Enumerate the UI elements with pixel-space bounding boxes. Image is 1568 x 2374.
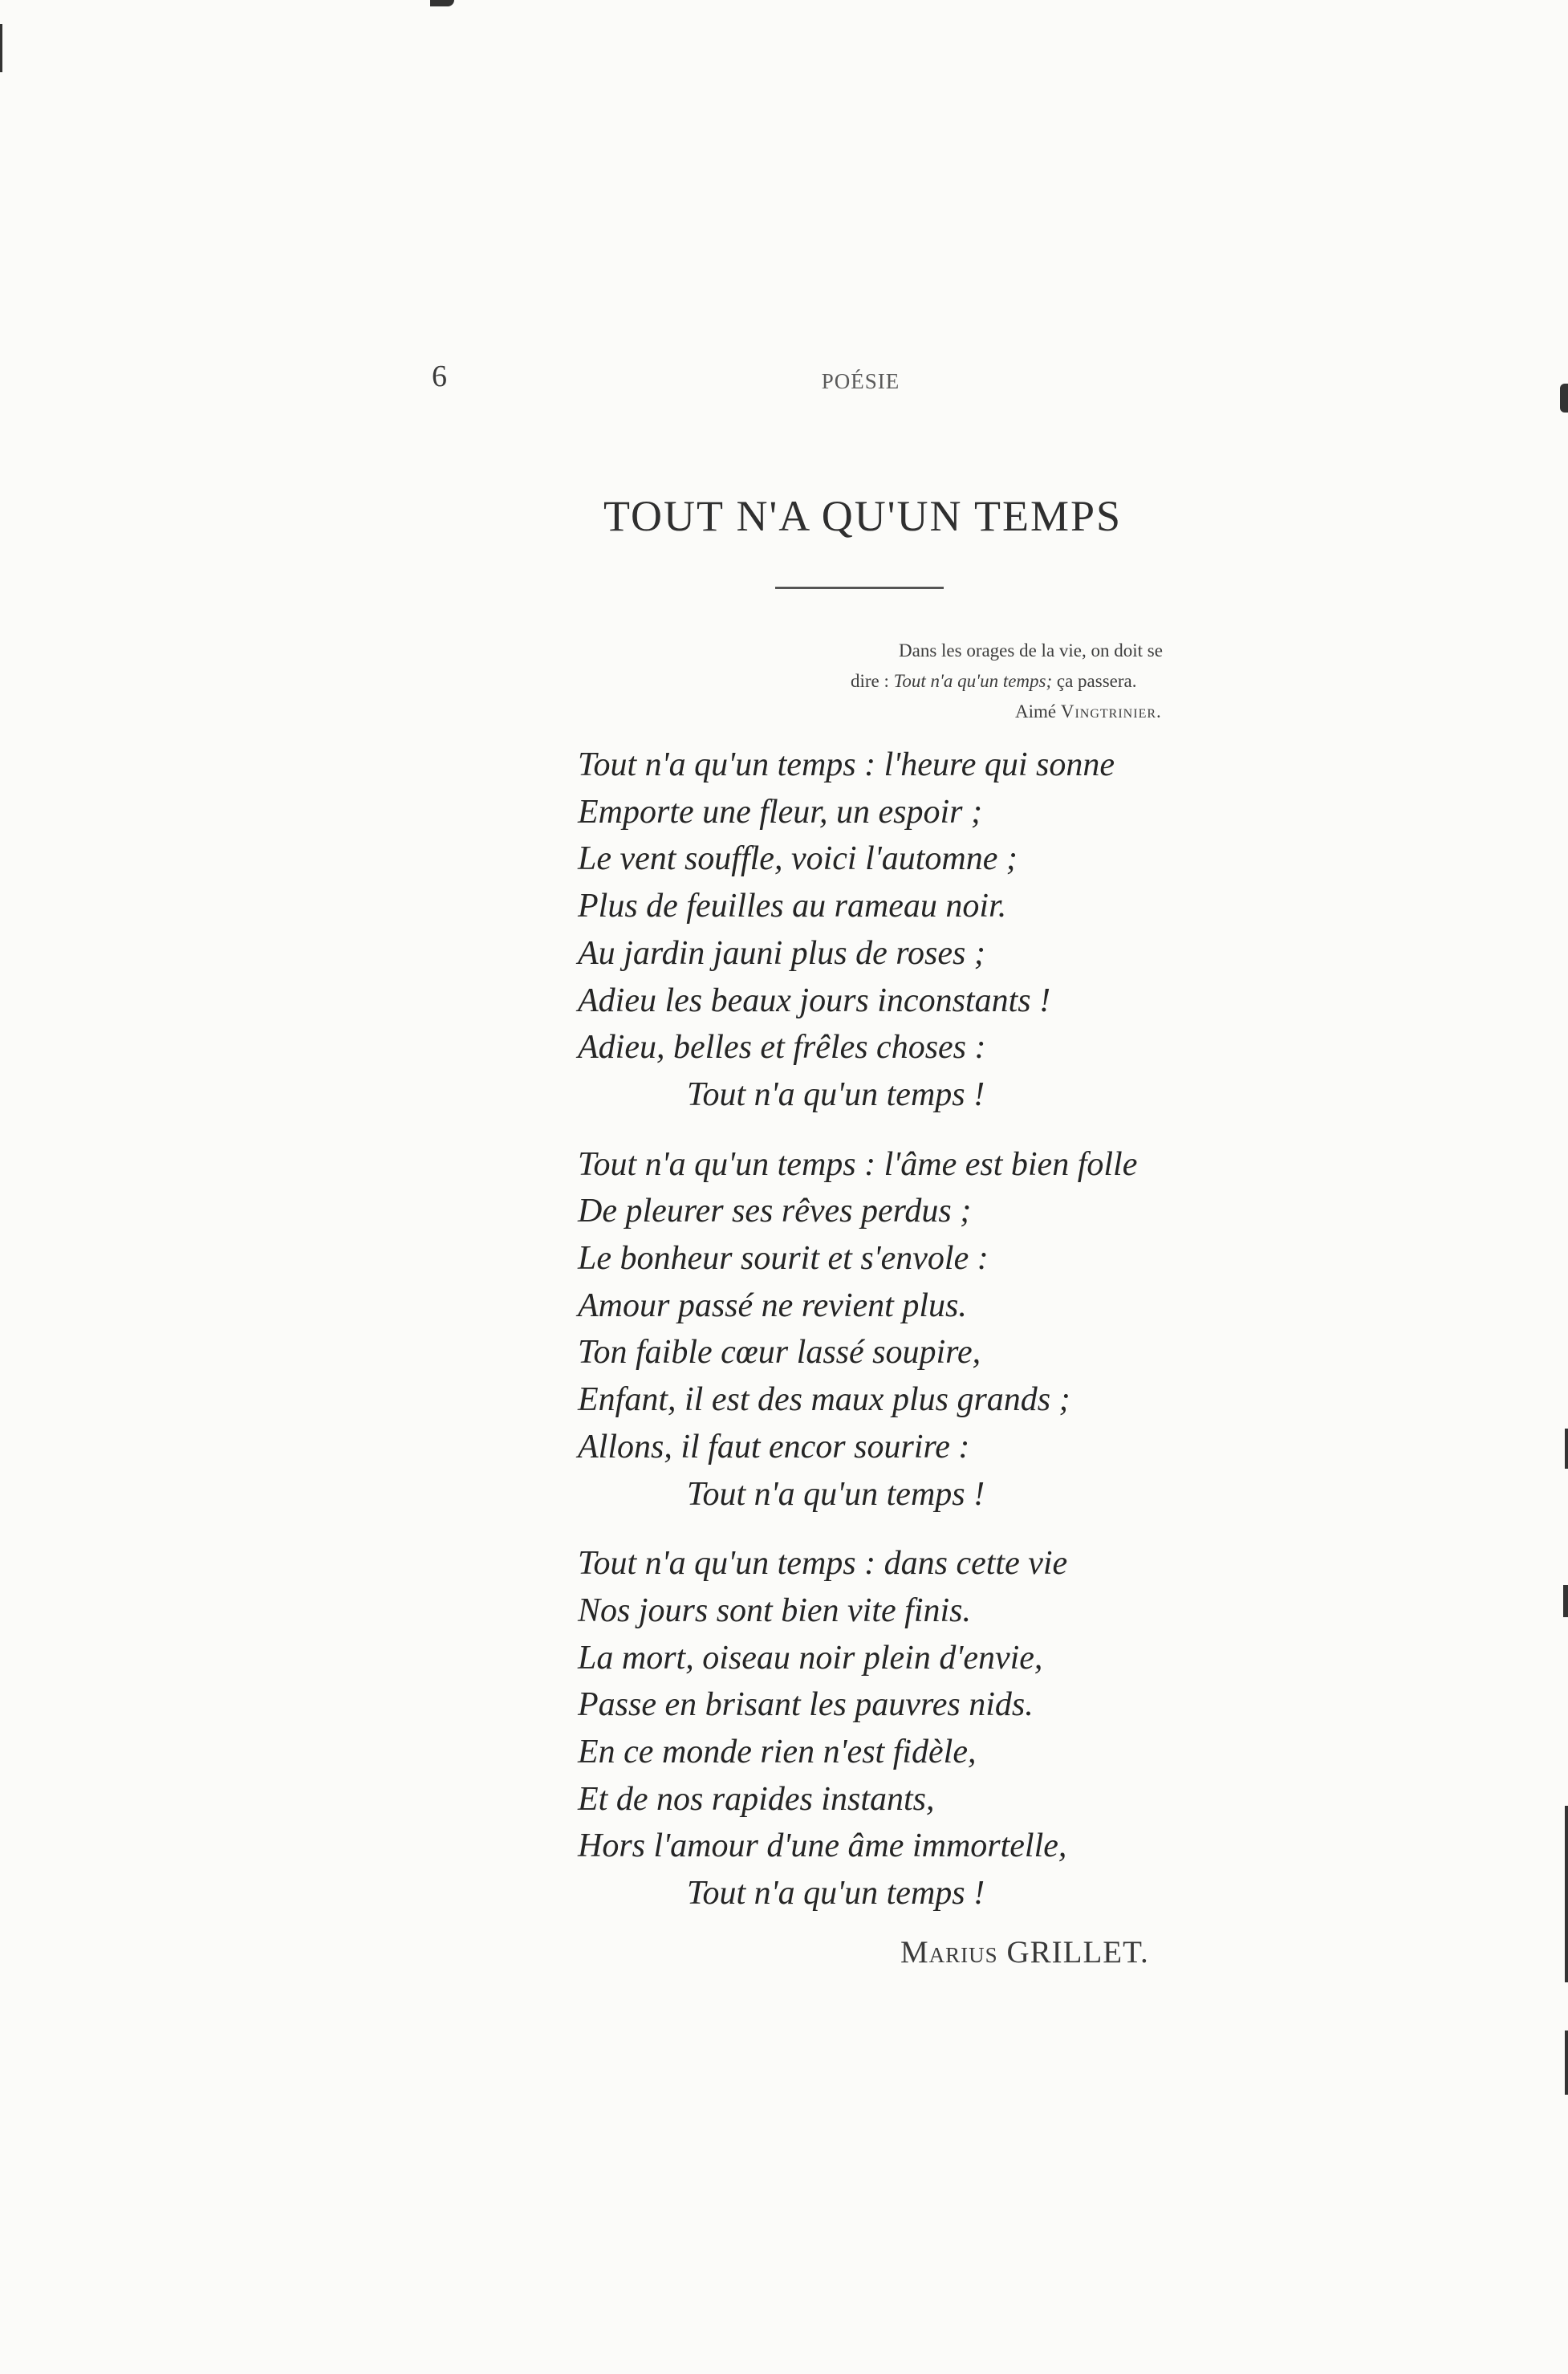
refrain-line: Tout n'a qu'un temps ! bbox=[687, 1475, 985, 1513]
scan-edge-mark bbox=[430, 0, 454, 6]
verse-line: Enfant, il est des maux plus grands ; bbox=[578, 1381, 1070, 1419]
verse-line: Le vent souffle, voici l'automne ; bbox=[578, 840, 1018, 878]
verse-line: Emporte une fleur, un espoir ; bbox=[578, 793, 982, 831]
scan-edge-mark bbox=[0, 24, 2, 72]
stanza-1 bbox=[578, 742, 1300, 1119]
stanza-2 bbox=[578, 1141, 1300, 1518]
verse-line: Tout n'a qu'un temps : dans cette vie bbox=[578, 1545, 1068, 1583]
verse-line: Tout n'a qu'un temps : l'âme est bien folle bbox=[578, 1145, 1138, 1183]
verse-line: Ton faible cœur lassé soupire, bbox=[578, 1334, 981, 1372]
epigraph-line: Dans les orages de la vie, on doit se bbox=[899, 640, 1163, 661]
scan-edge-mark bbox=[1563, 1585, 1568, 1617]
refrain-line: Tout n'a qu'un temps ! bbox=[687, 1075, 985, 1113]
epigraph-line bbox=[851, 666, 1276, 697]
verse-line: Passe en brisant les pauvres nids. bbox=[578, 1686, 1034, 1724]
verse-line: Adieu les beaux jours inconstants ! bbox=[578, 982, 1051, 1019]
verse-line: Et de nos rapides instants, bbox=[578, 1780, 935, 1818]
epigraph-quote: Tout n'a qu'un temps; bbox=[893, 671, 1053, 691]
epigraph-text: ça passera. bbox=[1052, 671, 1137, 691]
page-number: 6 bbox=[432, 360, 447, 393]
signature-first-name: Marius bbox=[900, 1935, 998, 1970]
verse-line: Le bonheur sourit et s'envole : bbox=[578, 1240, 989, 1278]
verse-line: En ce monde rien n'est fidèle, bbox=[578, 1734, 977, 1771]
refrain-line: Tout n'a qu'un temps ! bbox=[687, 1875, 985, 1913]
title-divider bbox=[775, 587, 944, 589]
scan-edge-mark bbox=[1565, 1429, 1568, 1469]
epigraph-author bbox=[851, 697, 1276, 727]
running-head: POÉSIE bbox=[821, 369, 900, 393]
epigraph-author-last: Vingtrinier. bbox=[1060, 701, 1162, 722]
verse-line: Nos jours sont bien vite finis. bbox=[578, 1591, 972, 1629]
verse-line: La mort, oiseau noir plein d'envie, bbox=[578, 1639, 1043, 1677]
scan-edge-mark bbox=[1565, 1806, 1568, 1982]
verse-line: Plus de feuilles au rameau noir. bbox=[578, 888, 1007, 925]
author-signature bbox=[900, 1934, 1149, 1970]
signature-last-name: GRILLET. bbox=[1006, 1935, 1149, 1970]
poem-body bbox=[578, 742, 1300, 1940]
epigraph bbox=[851, 636, 1276, 727]
verse-line: Amour passé ne revient plus. bbox=[578, 1287, 967, 1324]
verse-line: Tout n'a qu'un temps : l'heure qui sonne bbox=[578, 746, 1115, 783]
verse-line: Au jardin jauni plus de roses ; bbox=[578, 934, 985, 972]
verse-line: De pleurer ses rêves perdus ; bbox=[578, 1193, 972, 1230]
poem-title: TOUT N'A QU'UN TEMPS bbox=[603, 492, 1123, 540]
verse-line: Adieu, belles et frêles choses : bbox=[578, 1029, 986, 1067]
epigraph-text: dire : bbox=[851, 671, 894, 691]
verse-line: Hors l'amour d'une âme immortelle, bbox=[578, 1827, 1067, 1865]
verse-line: Allons, il faut encor sourire : bbox=[578, 1428, 970, 1465]
epigraph-author-first: Aimé bbox=[1015, 701, 1061, 722]
stanza-3 bbox=[578, 1540, 1300, 1917]
scan-edge-mark bbox=[1565, 2031, 1568, 2095]
